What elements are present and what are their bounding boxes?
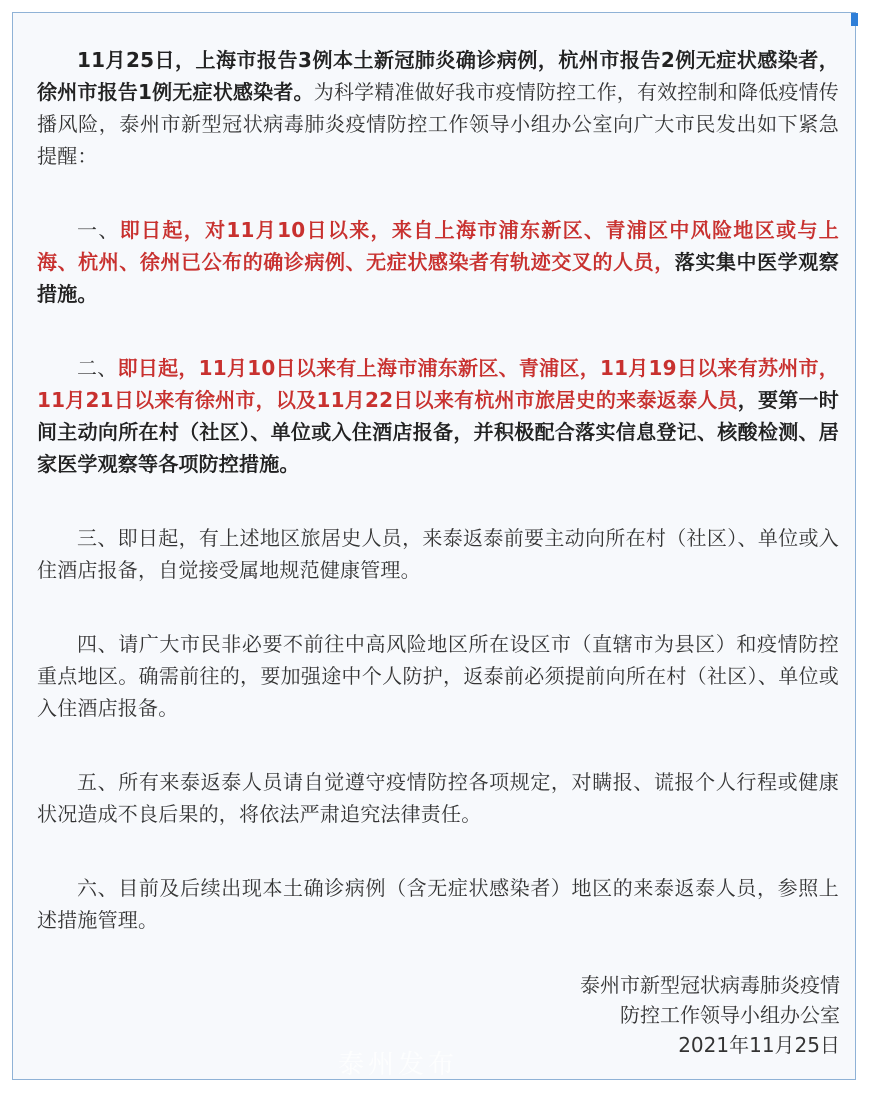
watermark: 泰州发布 bbox=[338, 1050, 459, 1080]
signature-org-line1: 泰州市新型冠状病毒肺炎疫情 bbox=[580, 973, 840, 997]
signature-block bbox=[580, 970, 840, 1060]
signature-org-line2: 防控工作领导小组办公室 bbox=[620, 1003, 840, 1027]
item-2 bbox=[37, 352, 839, 480]
item-1-prefix: 一、 bbox=[77, 218, 120, 242]
notice-body bbox=[37, 44, 839, 978]
corner-accent bbox=[851, 13, 858, 26]
item-5: 五、所有来泰返泰人员请自觉遵守疫情防控各项规定，对瞒报、谎报个人行程或健康状况造成不良后果的，将依法严肃追究法律责任。 bbox=[37, 770, 839, 826]
item-6: 六、目前及后续出现本土确诊病例（含无症状感染者）地区的来泰返泰人员，参照上述措施管理。 bbox=[37, 876, 839, 932]
item-1-bold: 落实集中医学观察措施。 bbox=[37, 250, 839, 306]
intro-paragraph bbox=[37, 44, 839, 172]
item-1 bbox=[37, 214, 839, 310]
intro-text: 为科学精准做好我市疫情防控工作，有效控制和降低疫情传播风险，泰州市新型冠状病毒肺炎疫情防控工作领导小组办公室向广大市民发出如下紧急提醒： bbox=[37, 80, 839, 168]
item-4: 四、请广大市民非必要不前往中高风险地区所在设区市（直辖市为县区）和疫情防控重点地区。确需前往的，要加强途中个人防护，返泰前必须提前向所在村（社区）、单位或入住酒店报备。 bbox=[37, 632, 839, 720]
item-2-prefix: 二、 bbox=[77, 356, 118, 380]
signature-date: 2021年11月25日 bbox=[678, 1033, 840, 1057]
item-3: 三、即日起，有上述地区旅居史人员，来泰返泰前要主动向所在村（社区）、单位或入住酒店报备，自觉接受属地规范健康管理。 bbox=[37, 526, 839, 582]
item-2-bold: ，要第一时间主动向所在村（社区）、单位或入住酒店报备，并积极配合落实信息登记、核酸检测、居家医学观察等各项防控措施。 bbox=[37, 388, 839, 476]
item-1-highlight: 即日起，对11月10日以来，来自上海市浦东新区、青浦区中风险地区或与上海、杭州、徐州已公布的确诊病例、无症状感染者有轨迹交叉的人员， bbox=[37, 218, 839, 274]
intro-bold-text: 11月25日，上海市报告3例本土新冠肺炎确诊病例，杭州市报告2例无症状感染者，徐州市报告1例无症状感染者。 bbox=[37, 48, 839, 104]
item-2-highlight: 即日起，11月10日以来有上海市浦东新区、青浦区，11月19日以来有苏州市，11月21日以来有徐州市，以及11月22日以来有杭州市旅居史的来泰返泰人员 bbox=[37, 356, 839, 412]
